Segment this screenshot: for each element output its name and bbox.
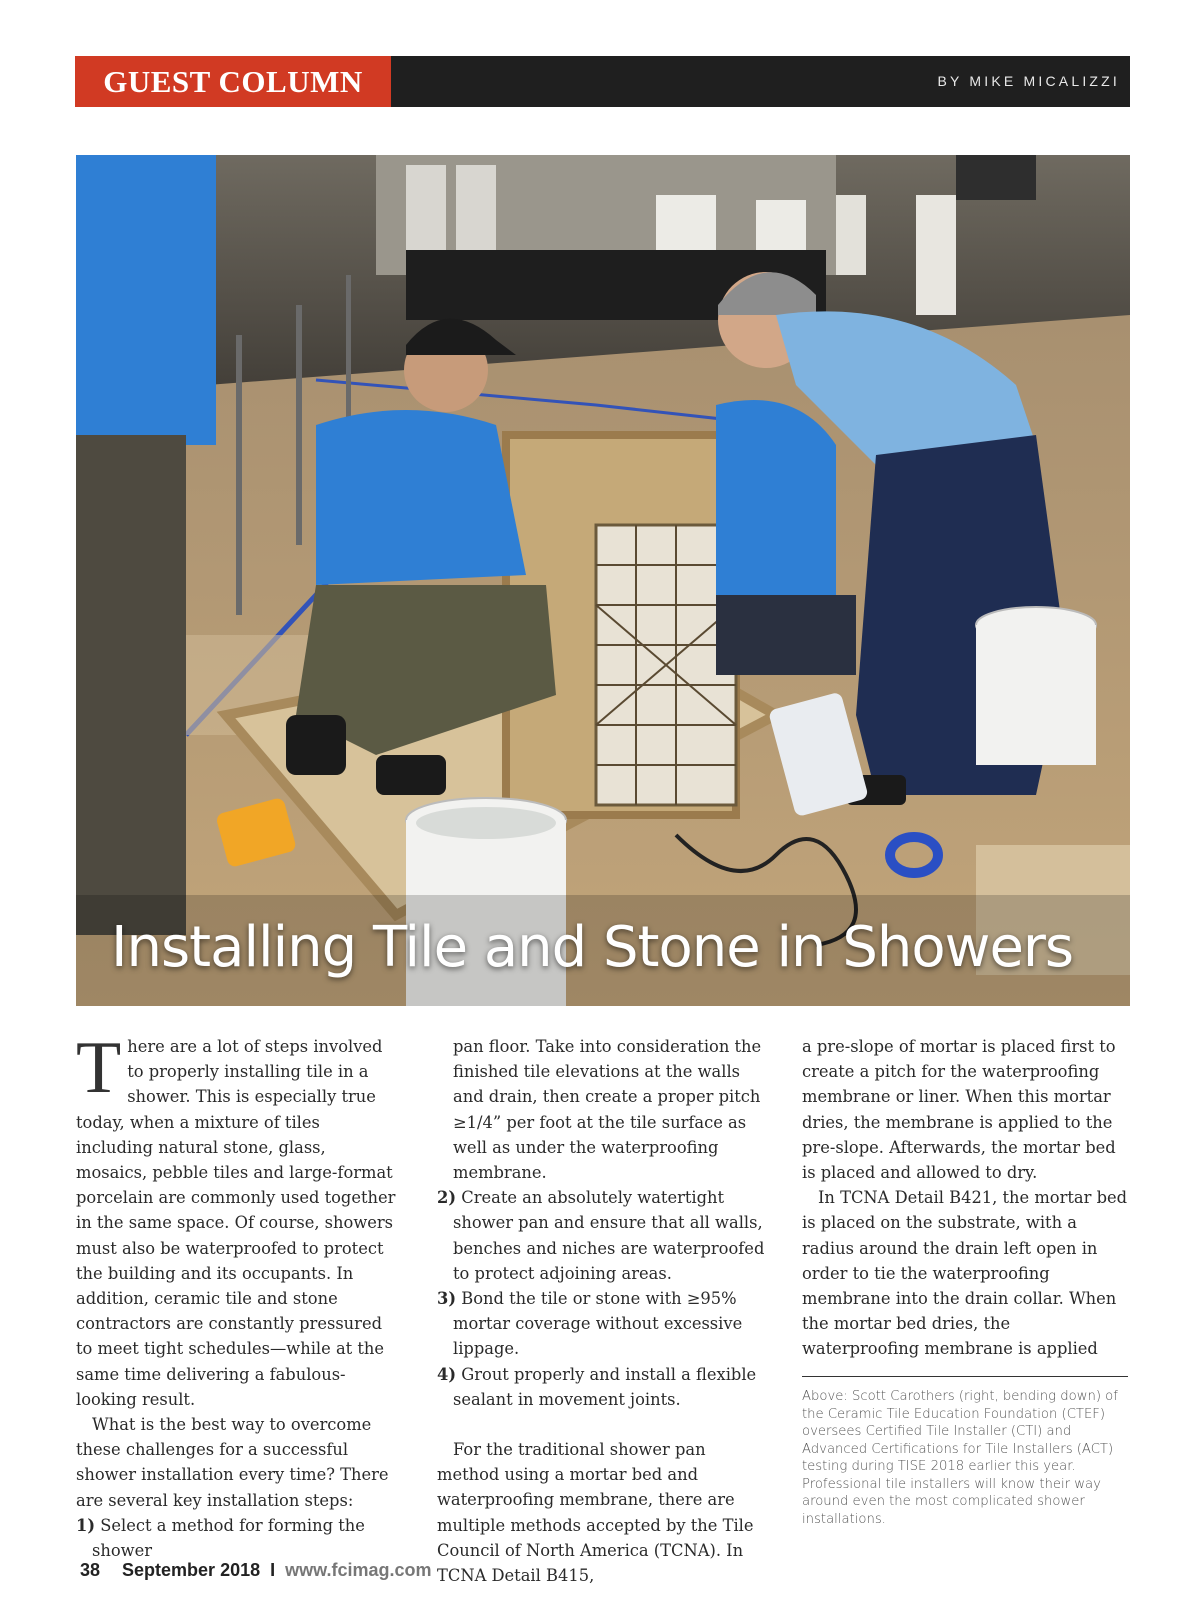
paragraph: pan floor. Take into consideration the finished tile elevations at the walls and drain, then create a proper pitch ≥1/4” per foot at the tile surface as well as under the waterproofing membrane.	[453, 1037, 762, 1183]
step-text: Grout properly and install a flexible sealant in movement joints.	[453, 1364, 757, 1409]
step-number: 4)	[437, 1364, 457, 1384]
page-footer	[80, 1560, 432, 1581]
paragraph-gap	[437, 1412, 767, 1437]
step-text: Select a method for forming the shower	[92, 1515, 365, 1561]
hero-title: Installing Tile and Stone in Showers	[111, 915, 1074, 980]
drop-cap: T	[76, 1027, 122, 1109]
paragraph: In TCNA Detail B421, the mortar bed is placed on the substrate, with a radius around the drain left open in order to tie the waterproofing membrane into the drain collar. When the mortar bed dries, the waterproofing membrane is applied	[802, 1188, 1128, 1359]
text-column-1	[76, 1027, 401, 1563]
caption-rule	[802, 1376, 1128, 1377]
step-text: Create an absolutely watertight shower pan and ensure that all walls, benches and niches are waterproofed to protect adjoining areas.	[453, 1188, 765, 1283]
paragraph: a pre-slope of mortar is placed first to create a pitch for the waterproofing membrane or liner. When this mortar dries, the membrane is applied to the pre-slope. Afterwards, the mortar bed is placed and allowed to dry.	[802, 1037, 1116, 1183]
paragraph: For the traditional shower pan method using a mortar bed and waterproofing membrane, there are multiple methods accepted by the Tile Council of North America (TCNA). In TCNA Detail B415,	[437, 1440, 754, 1586]
step-item-4	[437, 1362, 767, 1412]
text-column-3	[802, 1034, 1128, 1362]
step-item-1	[76, 1513, 401, 1563]
byline: BY MIKE MICALIZZI	[937, 73, 1120, 89]
issue-date: September 2018	[122, 1560, 261, 1580]
page-number: 38	[80, 1560, 101, 1580]
step-number: 3)	[437, 1289, 457, 1309]
hero-illustration	[76, 155, 1130, 1006]
step-number: 2)	[437, 1188, 457, 1208]
website-link[interactable]: www.fcimag.com	[285, 1560, 432, 1580]
step-number: 1)	[76, 1515, 96, 1535]
photo-caption: Above: Scott Carothers (right, bending down) of the Ceramic Tile Education Foundation (CTEF) oversees Certified Tile Installer (CTI) and Advanced Certifications for Tile Installers (ACT) testing during TISE 2018 earlier this year. Professional tile installers will know their way around even the most complicated shower installations.	[802, 1389, 1118, 1527]
footer-separator: I	[270, 1560, 276, 1580]
paragraph: What is the best way to overcome these challenges for a successful shower installation every time? There are several key installation steps:	[76, 1415, 389, 1510]
section-tag: GUEST COLUMN	[75, 56, 391, 107]
hero-photo	[76, 155, 1130, 1006]
text-column-2	[437, 1034, 767, 1588]
step-item-3	[437, 1286, 767, 1362]
step-item-2	[437, 1185, 767, 1286]
step-text: Bond the tile or stone with ≥95% mortar coverage without excessive lippage.	[453, 1289, 743, 1359]
paragraph: here are a lot of steps involved to properly installing tile in a shower. This is especially true today, when a mixture of tiles including natural stone, glass, mosaics, pebble tiles and large-format porcelain are commonly used together in the same space. Of course, showers must also be waterproofed to protect the building and its occupants. In addition, ceramic tile and stone contractors are constantly pressured to meet tight schedules—while at the same time delivering a fabulous-looking result.	[76, 1037, 396, 1409]
